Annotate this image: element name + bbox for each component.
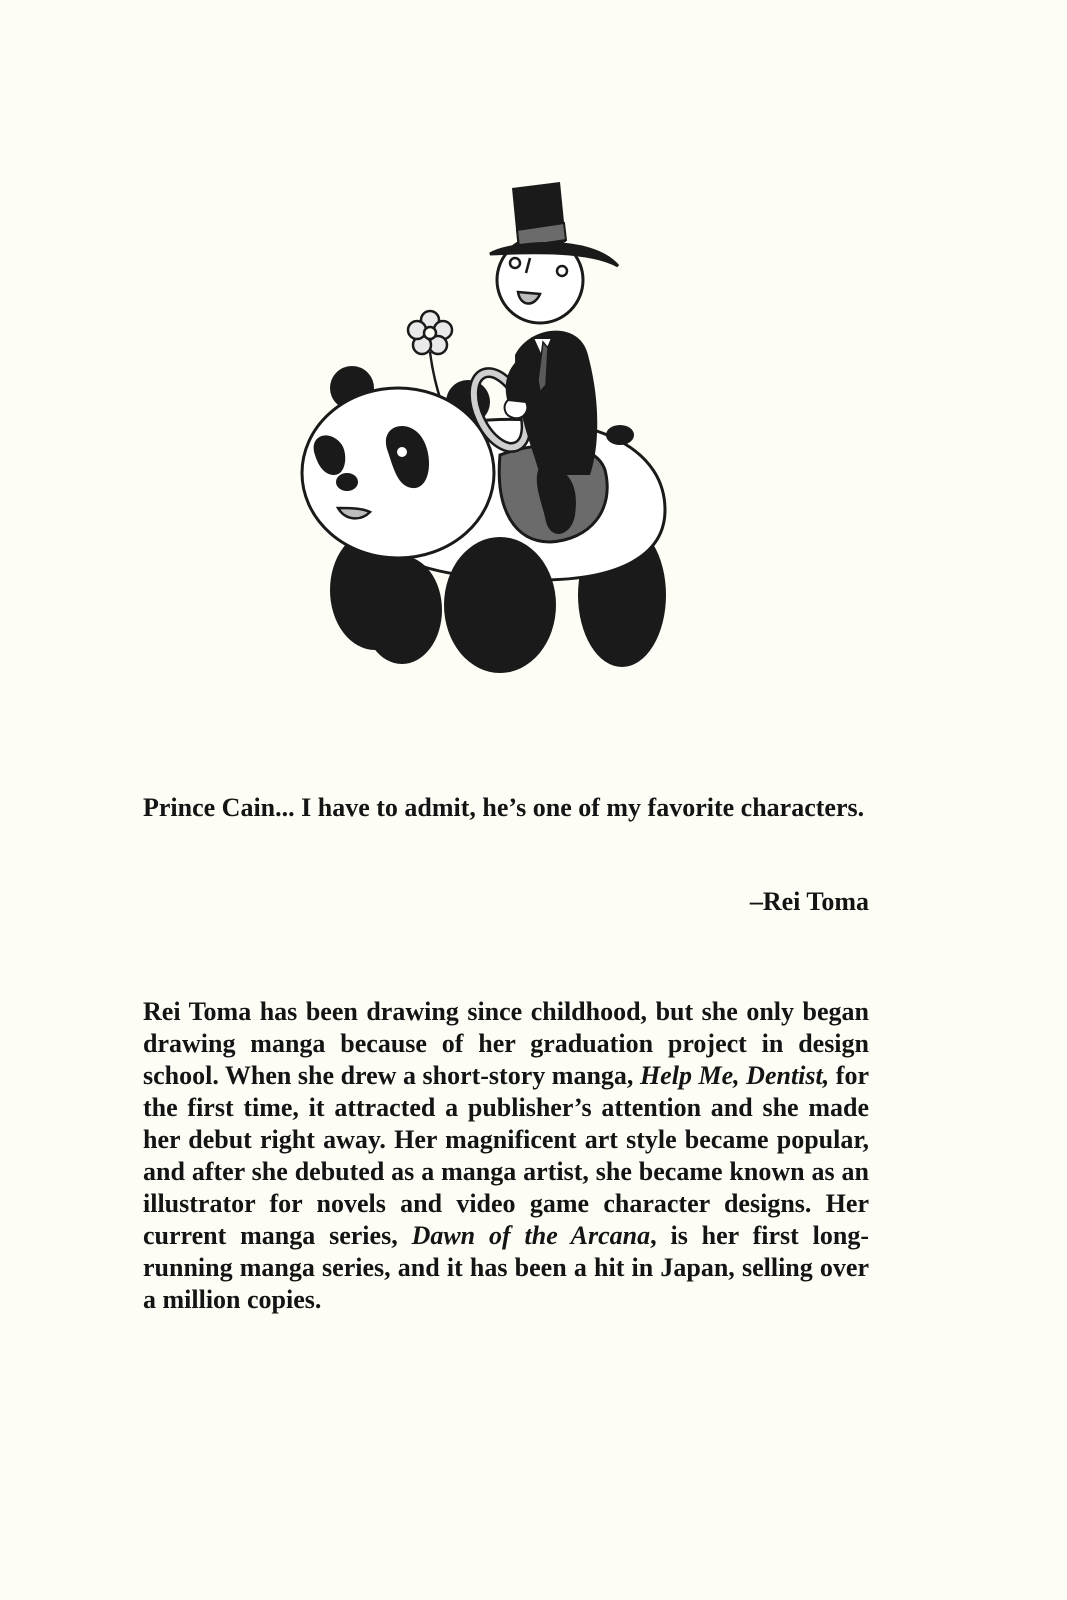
- panda-head: [302, 366, 494, 558]
- author-bio: [143, 996, 869, 1316]
- series-title: Dawn of the Arcana: [411, 1221, 651, 1250]
- top-hat: [490, 182, 618, 266]
- book-title: Help Me, Dentist,: [639, 1061, 830, 1090]
- panda-rider-illustration: [290, 170, 710, 690]
- author-signature: –Rei Toma: [749, 887, 869, 916]
- flower-icon: [408, 311, 452, 398]
- bio-text: , is her first long-running manga series, and it has been a hit in Japan, selling over a million copies.: [143, 1221, 870, 1314]
- author-quote: Prince Cain... I have to admit, he’s one of my favorite characters.: [143, 793, 865, 822]
- bio-text: for the first time, it attracted a publisher’s attention and she made her debut right away. Her magnificent art style became popular, and after she debuted as a manga artist, she became known as an illustrator for novels and video game character designs. Her current manga series,: [143, 1061, 869, 1250]
- bio-text: Rei Toma has been drawing since childhood, but she only began drawing manga because of her graduation project in design school. When she drew a short-story manga,: [143, 997, 869, 1090]
